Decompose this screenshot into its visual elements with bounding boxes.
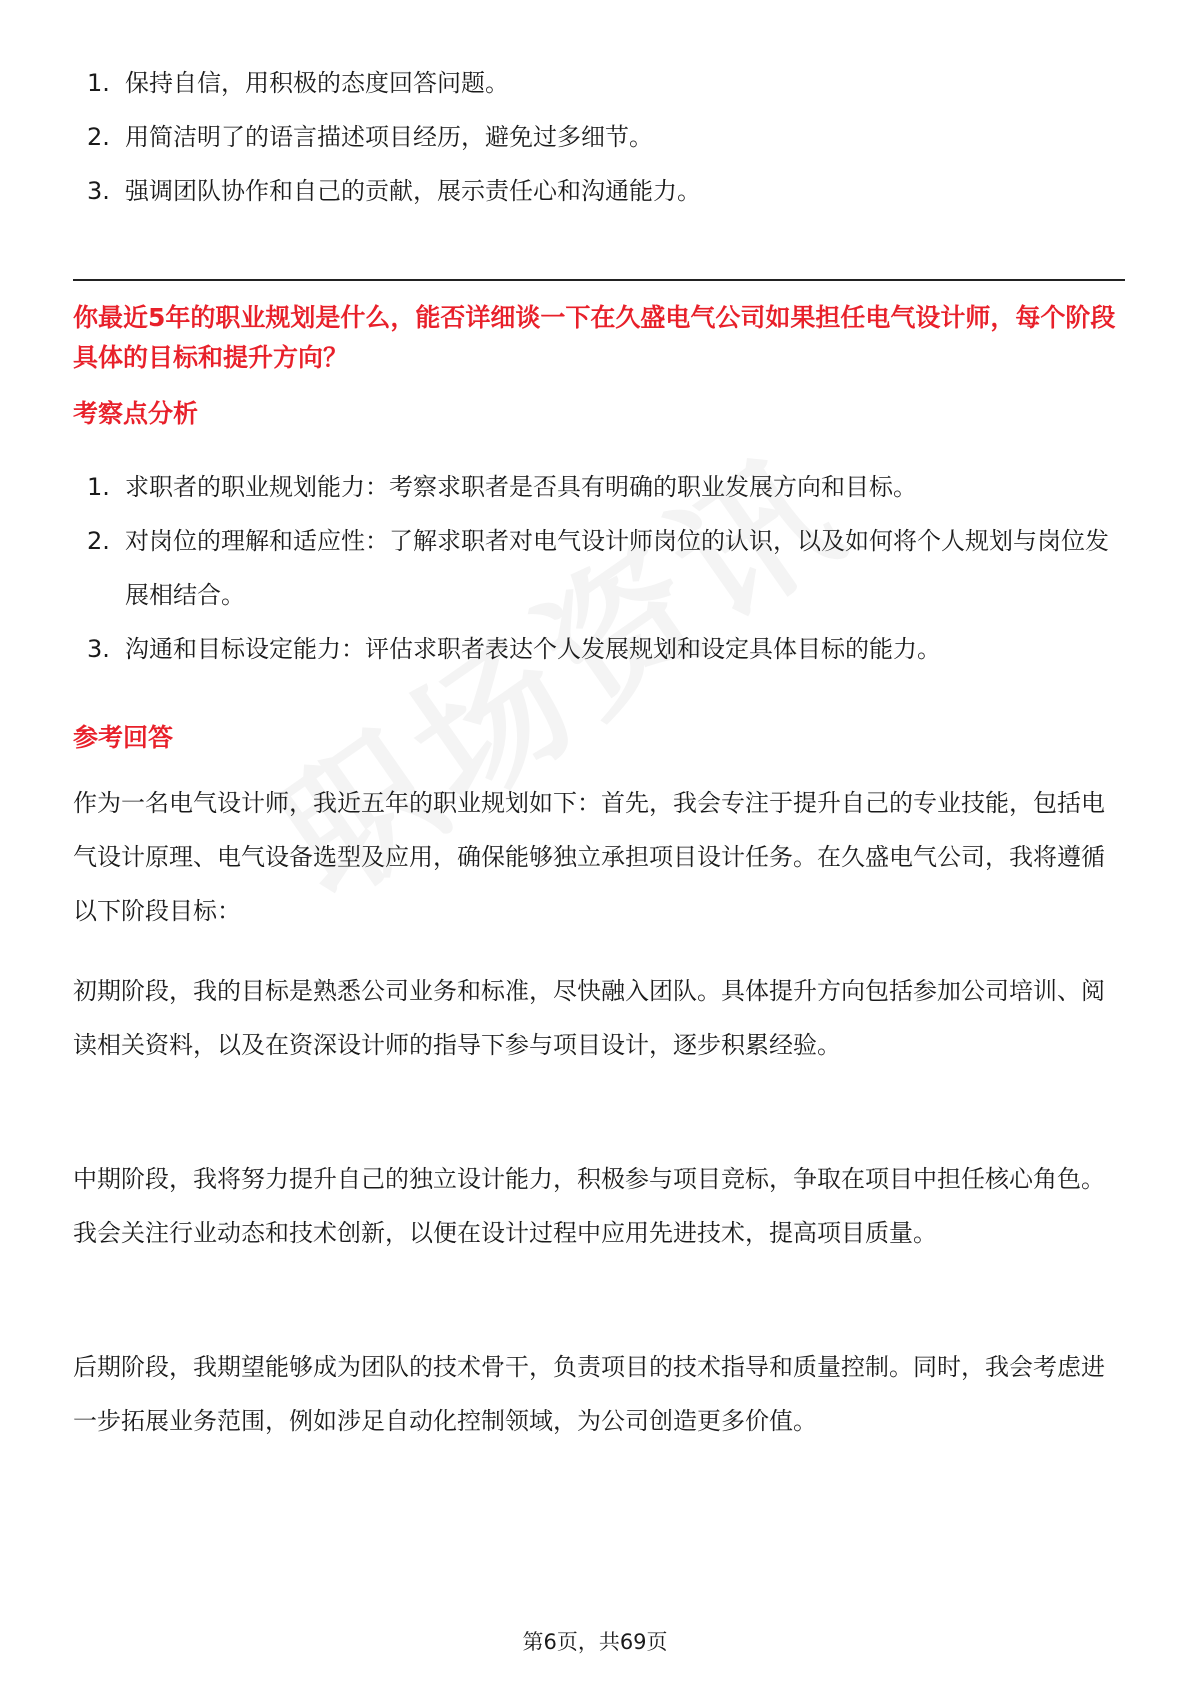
- answer-paragraph: 后期阶段，我期望能够成为团队的技术骨干，负责项目的技术指导和质量控制。同时，我会考虑进一步拓展业务范围，例如涉足自动化控制领域，为公司创造更多价值。: [73, 1353, 1105, 1435]
- list-text: 用简洁明了的语言描述项目经历，避免过多细节。: [125, 123, 653, 151]
- list-item: [73, 514, 1125, 622]
- section-divider: [73, 279, 1125, 281]
- analysis-list: [73, 460, 1125, 676]
- list-item: [73, 56, 1125, 110]
- answer-heading: 参考回答: [73, 723, 174, 752]
- interview-question: 你最近5年的职业规划是什么，能否详细谈一下在久盛电气公司如果担任电气设计师，每个阶段具体的目标和提升方向？: [73, 303, 1116, 372]
- analysis-heading: 考察点分析: [73, 399, 199, 428]
- answer-paragraph: 作为一名电气设计师，我近五年的职业规划如下：首先，我会专注于提升自己的专业技能，包括电气设计原理、电气设备选型及应用，确保能够独立承担项目设计任务。在久盛电气公司，我将遵循以下阶段目标：: [73, 789, 1105, 925]
- list-text: 沟通和目标设定能力：评估求职者表达个人发展规划和设定具体目标的能力。: [125, 635, 941, 663]
- list-text: 强调团队协作和自己的贡献，展示责任心和沟通能力。: [125, 177, 701, 205]
- list-item: [73, 460, 1125, 514]
- list-number: 3.: [87, 635, 110, 663]
- answer-paragraph: 中期阶段，我将努力提升自己的独立设计能力，积极参与项目竞标，争取在项目中担任核心角色。我会关注行业动态和技术创新，以便在设计过程中应用先进技术，提高项目质量。: [73, 1165, 1105, 1247]
- list-item: [73, 622, 1125, 676]
- tips-list: [73, 56, 1125, 218]
- list-number: 1.: [87, 69, 110, 97]
- list-number: 3.: [87, 177, 110, 205]
- page-footer: 第6页，共69页: [522, 1630, 668, 1654]
- list-number: 2.: [87, 527, 110, 555]
- answer-paragraph: 初期阶段，我的目标是熟悉公司业务和标准，尽快融入团队。具体提升方向包括参加公司培训、阅读相关资料，以及在资深设计师的指导下参与项目设计，逐步积累经验。: [73, 977, 1105, 1059]
- list-text: 求职者的职业规划能力：考察求职者是否具有明确的职业发展方向和目标。: [125, 473, 917, 501]
- list-item: [73, 164, 1125, 218]
- list-item: [73, 110, 1125, 164]
- list-text: 对岗位的理解和适应性：了解求职者对电气设计师岗位的认识，以及如何将个人规划与岗位发展相结合。: [125, 527, 1109, 609]
- list-number: 1.: [87, 473, 110, 501]
- list-number: 2.: [87, 123, 110, 151]
- list-text: 保持自信，用积极的态度回答问题。: [125, 69, 509, 97]
